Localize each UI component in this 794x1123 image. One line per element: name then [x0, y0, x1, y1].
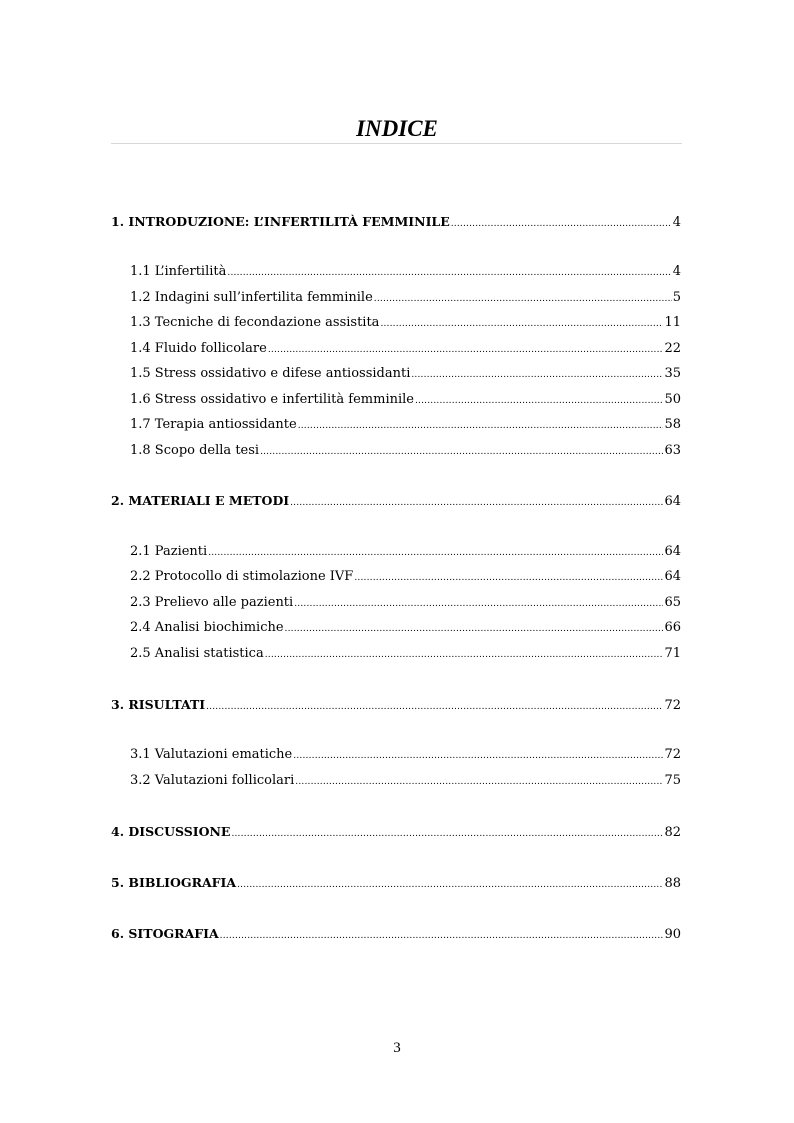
toc-entry-page: 58 — [664, 417, 681, 432]
toc-entry-page: 64 — [664, 569, 681, 584]
toc-entry-2-2[interactable] — [130, 567, 681, 587]
toc-dot-leader — [451, 214, 672, 234]
toc-entry-label: 2.4 Analisi biochimiche — [130, 620, 284, 635]
toc-dot-leader — [411, 365, 663, 385]
toc-entry-1-8[interactable] — [130, 441, 681, 461]
toc-entry-label: 1.6 Stress ossidativo e infertilità femminile — [130, 392, 414, 407]
toc-entry-1-4[interactable] — [130, 339, 681, 359]
toc-entry-page: 66 — [664, 620, 681, 635]
toc-entry-page: 72 — [664, 747, 681, 762]
toc-entry-page: 5 — [672, 290, 681, 305]
toc-entry-page: 50 — [664, 392, 681, 407]
toc-dot-leader — [293, 746, 663, 766]
toc-entry-chapter-2[interactable] — [111, 491, 681, 511]
toc-dot-leader — [290, 493, 663, 513]
toc-entry-2-5[interactable] — [130, 644, 681, 664]
toc-entry-label: 5. BIBLIOGRAFIA — [111, 875, 237, 890]
toc-entry-page: 72 — [664, 698, 681, 713]
toc-entry-page: 35 — [664, 366, 681, 381]
toc-entry-page: 63 — [664, 443, 681, 458]
toc-entry-label: 1.5 Stress ossidativo e difese antiossidanti — [130, 366, 411, 381]
page-title: INDICE — [356, 116, 438, 141]
toc-entry-label: 3.2 Valutazioni follicolari — [130, 773, 295, 788]
toc-entry-1-2[interactable] — [130, 288, 681, 308]
toc-entry-page: 4 — [672, 215, 681, 230]
toc-entry-label: 6. SITOGRAFIA — [111, 926, 219, 941]
toc-entry-label: 1.3 Tecniche di fecondazione assistita — [130, 315, 380, 330]
toc-entry-2-1[interactable] — [130, 542, 681, 562]
toc-entry-label: 2.5 Analisi statistica — [130, 646, 264, 661]
toc-dot-leader — [268, 340, 664, 360]
toc-entry-page: 90 — [664, 927, 681, 942]
toc-entry-label: 1. INTRODUZIONE: L’INFERTILITÀ FEMMINILE — [111, 214, 450, 229]
toc-entry-page: 65 — [664, 595, 681, 610]
toc-dot-leader — [206, 697, 663, 717]
toc-entry-page: 22 — [664, 341, 681, 356]
toc-entry-label: 3.1 Valutazioni ematiche — [130, 747, 293, 762]
toc-entry-label: 1.1 L’infertilità — [130, 264, 227, 279]
toc-entry-2-4[interactable] — [130, 618, 681, 638]
toc-entry-page: 4 — [672, 264, 681, 279]
toc-entry-label: 1.7 Terapia antiossidante — [130, 417, 297, 432]
toc-entry-label: 3. RISULTATI — [111, 697, 206, 712]
toc-entry-label: 2.1 Pazienti — [130, 544, 208, 559]
toc-entry-1-6[interactable] — [130, 390, 681, 410]
toc-entry-label: 1.4 Fluido follicolare — [130, 341, 267, 356]
toc-entry-3-1[interactable] — [130, 745, 681, 765]
toc-entry-page: 82 — [664, 825, 681, 840]
toc-entry-label: 2. MATERIALI E METODI — [111, 493, 290, 508]
page-number: 3 — [393, 1040, 401, 1056]
toc-dot-leader — [285, 619, 664, 639]
toc-entry-page: 11 — [664, 315, 681, 330]
toc-entry-2-3[interactable] — [130, 593, 681, 613]
toc-dot-leader — [415, 391, 663, 411]
toc-entry-label: 1.2 Indagini sull’infertilita femminile — [130, 290, 373, 305]
toc-entry-label: 4. DISCUSSIONE — [111, 824, 231, 839]
toc-dot-leader — [298, 416, 664, 436]
toc-entry-1-3[interactable] — [130, 313, 681, 333]
toc-dot-leader — [208, 543, 663, 563]
toc-entry-page: 64 — [664, 544, 681, 559]
toc-dot-leader — [354, 568, 663, 588]
toc-entry-chapter-4[interactable] — [111, 822, 681, 842]
toc-dot-leader — [374, 289, 672, 309]
toc-entry-page: 71 — [664, 646, 681, 661]
toc-entry-chapter-3[interactable] — [111, 695, 681, 715]
toc-entry-3-2[interactable] — [130, 771, 681, 791]
toc-dot-leader — [220, 926, 664, 946]
toc-dot-leader — [294, 594, 663, 614]
toc-dot-leader — [265, 645, 664, 665]
toc-entry-label: 1.8 Scopo della tesi — [130, 443, 260, 458]
toc-dot-leader — [231, 824, 663, 844]
toc-entry-label: 2.2 Protocollo di stimolazione IVF — [130, 569, 354, 584]
toc-entry-chapter-6[interactable] — [111, 924, 681, 944]
toc-entry-page: 64 — [664, 494, 681, 509]
toc-dot-leader — [295, 772, 663, 792]
toc-dot-leader — [237, 875, 663, 895]
toc-dot-leader — [260, 442, 663, 462]
toc-entry-chapter-1[interactable] — [111, 212, 681, 232]
toc-entry-1-5[interactable] — [130, 364, 681, 384]
toc-entry-1-1[interactable] — [130, 262, 681, 282]
title-underline — [111, 143, 682, 144]
toc-entry-1-7[interactable] — [130, 415, 681, 435]
toc-dot-leader — [227, 263, 671, 283]
toc-entry-page: 75 — [664, 773, 681, 788]
toc-entry-chapter-5[interactable] — [111, 873, 681, 893]
toc-dot-leader — [380, 314, 663, 334]
toc-entry-page: 88 — [664, 876, 681, 891]
toc-entry-label: 2.3 Prelievo alle pazienti — [130, 595, 294, 610]
